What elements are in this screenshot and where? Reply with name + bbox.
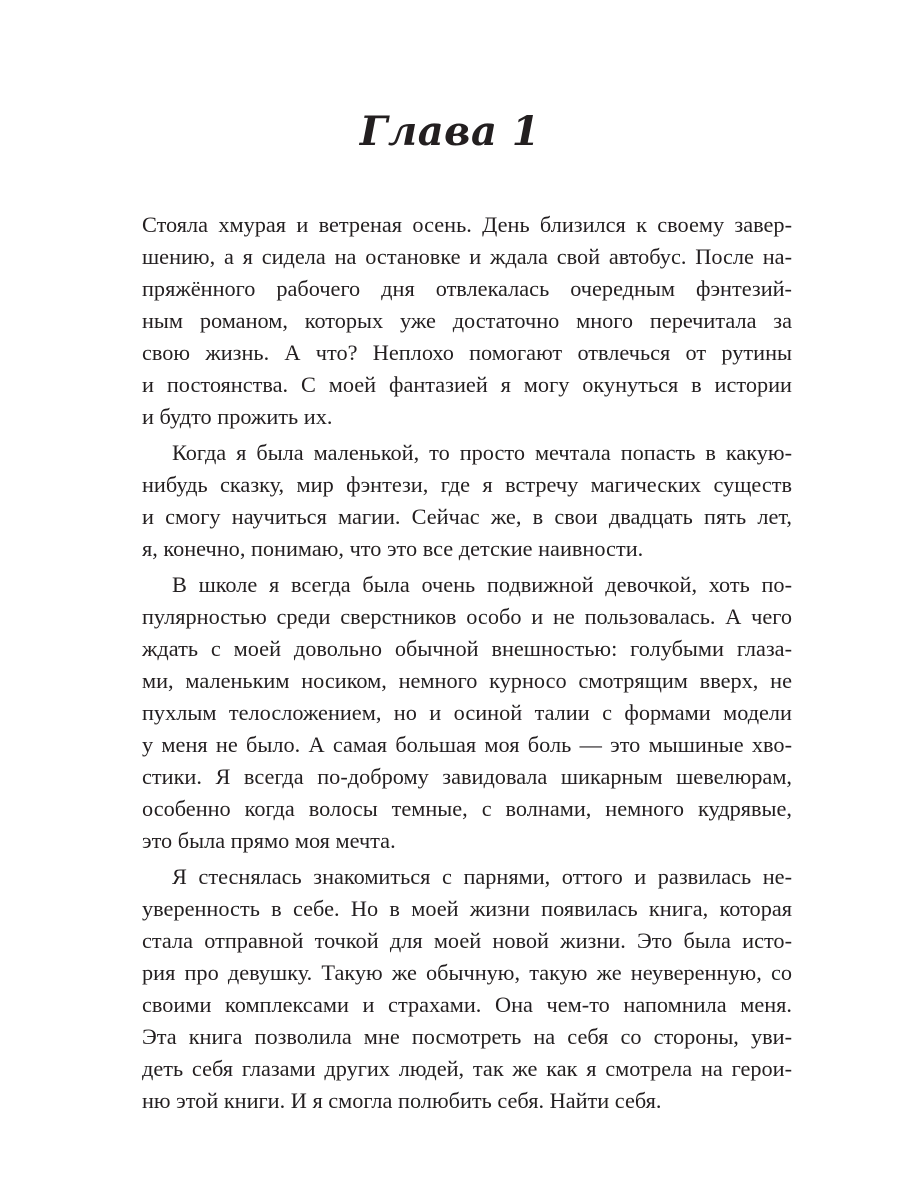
text-line: уверенность в себе. Но в моей жизни появилась книга, которая	[142, 896, 792, 921]
text-line: пулярностью среди сверстников особо и не пользовалась. А чего	[142, 604, 792, 629]
text-line: Я стеснялась знакомиться с парнями, оттого и развилась не-	[172, 864, 792, 889]
text-line: стала отправной точкой для моей новой жизни. Это была исто-	[142, 928, 792, 953]
text-line: шению, а я сидела на остановке и ждала свой автобус. После на-	[142, 244, 792, 269]
chapter-title: Глава 1	[359, 108, 541, 155]
text-line: и постоянства. С моей фантазией я могу окунуться в истории	[142, 372, 792, 397]
text-line: я, конечно, понимаю, что это все детские наивности.	[142, 536, 644, 561]
text-line: стики. Я всегда по-доброму завидовала шикарным шевелюрам,	[142, 764, 792, 789]
text-line: пряжённого рабочего дня отвлекалась очередным фэнтезий-	[142, 276, 792, 301]
text-line: Когда я была маленькой, то просто мечтала попасть в какую-	[172, 440, 792, 465]
text-line: пухлым телосложением, но и осиной талии с формами модели	[142, 700, 792, 725]
text-line: это была прямо моя мечта.	[142, 828, 396, 853]
text-line: ждать с моей довольно обычной внешностью: голубыми глаза-	[142, 636, 792, 661]
text-line: у меня не было. А самая большая моя боль — это мышиные хво-	[142, 732, 792, 757]
text-line: Эта книга позволила мне посмотреть на себя со стороны, уви-	[142, 1024, 792, 1049]
text-line: особенно когда волосы темные, с волнами, немного кудрявые,	[142, 796, 792, 821]
text-line: свою жизнь. А что? Неплохо помогают отвлечься от рутины	[142, 340, 792, 365]
text-line: своими комплексами и страхами. Она чем-то напомнила меня.	[142, 992, 792, 1017]
text-line: В школе я всегда была очень подвижной девочкой, хоть по-	[172, 572, 792, 597]
text-line: и будто прожить их.	[142, 404, 333, 429]
text-line: рия про девушку. Такую же обычную, такую же неуверенную, со	[142, 960, 792, 985]
text-line: нибудь сказку, мир фэнтези, где я встречу магических существ	[142, 472, 792, 497]
text-line: Стояла хмурая и ветреная осень. День близился к своему завер-	[142, 212, 792, 237]
text-line: и смогу научиться магии. Сейчас же, в свои двадцать пять лет,	[142, 504, 792, 529]
text-line: ню этой книги. И я смогла полюбить себя. Найти себя.	[142, 1088, 662, 1113]
text-line: ным романом, которых уже достаточно много перечитала за	[142, 308, 792, 333]
text-line: ми, маленьким носиком, немного курносо смотрящим вверх, не	[142, 668, 792, 693]
text-line: деть себя глазами других людей, так же как я смотрела на герои-	[142, 1056, 792, 1081]
